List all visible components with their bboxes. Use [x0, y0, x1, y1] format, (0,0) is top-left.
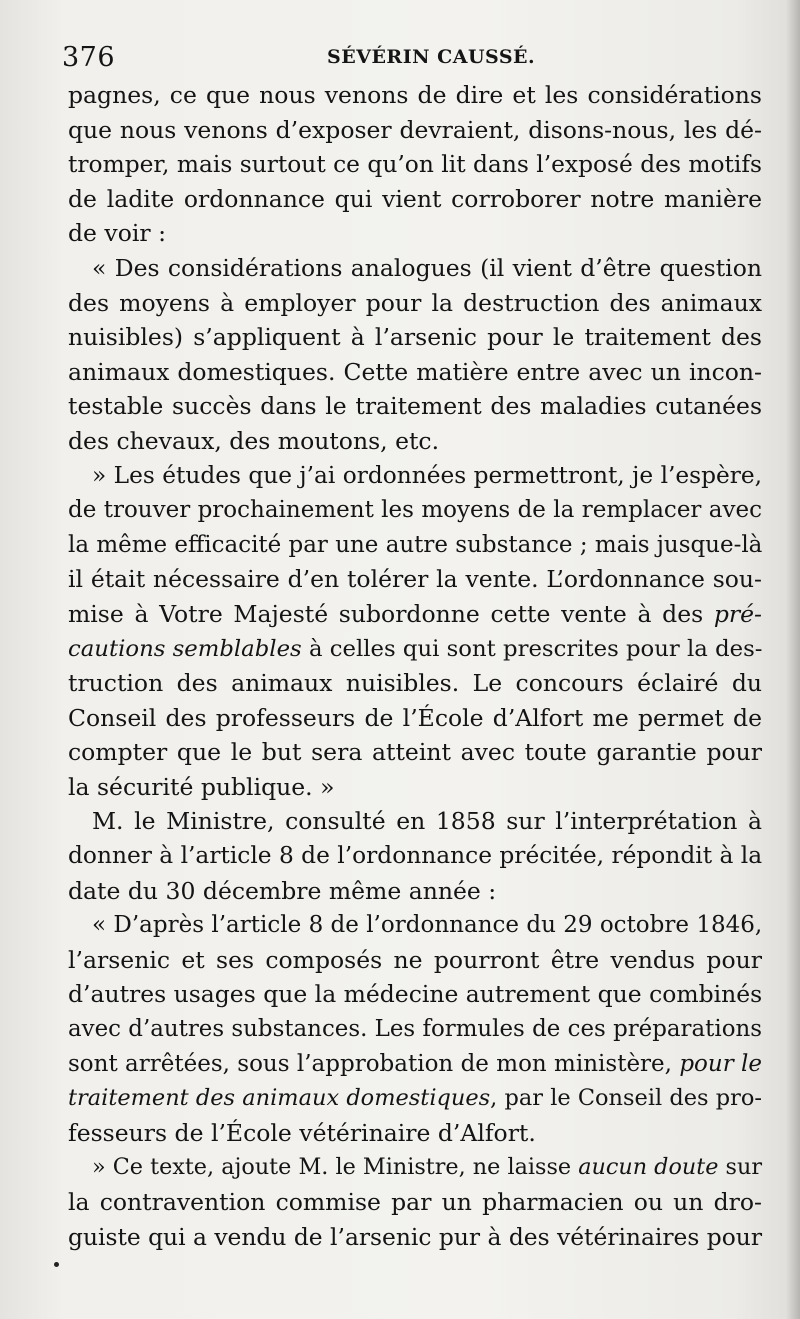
text-segment: il était nécessaire d’en tolérer la vente. L’ordonnance sou- — [68, 565, 762, 594]
text-segment: nuisibles) s’appliquent à l’arsenic pour le traitement des — [68, 323, 762, 352]
text-line — [68, 1012, 762, 1047]
text-segment: M. le Ministre, consulté en 1858 sur l’interprétation à — [92, 807, 762, 836]
text-segment: , par le Conseil des pro- — [490, 1085, 762, 1112]
text-segment: d’autres usages que la médecine autrement que combinés — [68, 980, 763, 1009]
spine-shadow — [786, 0, 800, 1319]
running-head: SÉVÉRIN CAUSSÉ. — [327, 46, 536, 68]
text-segment: date du 30 décembre même année : — [68, 876, 497, 905]
text-line — [68, 1150, 762, 1185]
text-segment: la sécurité publique. » — [68, 772, 335, 801]
body-text — [68, 78, 762, 1254]
text-line — [68, 804, 762, 839]
text-line — [68, 320, 762, 355]
text-line — [68, 1081, 762, 1116]
text-line — [68, 666, 762, 701]
text-segment: « Des considérations analogues (il vient d’être question — [92, 253, 762, 282]
text-segment: « D’après l’article 8 de l’ordonnance du 29 octobre 1846, — [92, 912, 763, 939]
text-line — [68, 424, 762, 459]
text-segment: truction des animaux nuisibles. Le concours éclairé du — [68, 669, 762, 698]
text-segment: des chevaux, des moutons, etc. — [68, 426, 440, 455]
text-line — [68, 389, 762, 424]
text-line — [68, 216, 762, 251]
italic-text: aucun doute — [578, 1154, 719, 1181]
text-segment: » Ce texte, ajoute M. le Ministre, ne laisse — [92, 1154, 579, 1181]
text-segment: fesseurs de l’École vétérinaire d’Alfort. — [68, 1118, 536, 1147]
text-segment: de ladite ordonnance qui vient corroborer notre manière — [68, 184, 762, 213]
text-segment: l’arsenic et ses composés ne pourront être vendus pour — [68, 945, 762, 974]
text-segment: des moyens à employer pour la destruction des animaux — [68, 288, 762, 317]
text-segment: sont arrêtées, sous l’approbation de mon ministère, — [68, 1050, 680, 1077]
page-number: 376 — [62, 42, 116, 73]
text-segment: compter que le but sera atteint avec toute garantie pour — [68, 738, 762, 767]
text-line — [68, 977, 762, 1012]
text-segment: guiste qui a vendu de l’arsenic pur à des vétérinaires pour — [68, 1222, 762, 1251]
text-line — [68, 251, 762, 286]
text-segment: que nous venons d’exposer devraient, disons-nous, les dé- — [68, 115, 762, 144]
text-line — [68, 874, 762, 909]
text-line — [68, 632, 762, 667]
text-line — [68, 493, 762, 528]
text-segment: tromper, mais surtout ce qu’on lit dans l’exposé des motifs — [68, 150, 762, 179]
text-line — [68, 528, 762, 563]
text-segment: sur — [718, 1154, 762, 1181]
text-line — [68, 1185, 762, 1220]
text-line — [68, 735, 762, 770]
text-line — [68, 78, 762, 113]
text-segment: la contravention commise par un pharmacien ou un dro- — [68, 1188, 762, 1216]
text-line — [68, 1047, 762, 1082]
text-segment: de voir : — [68, 219, 166, 248]
page-header — [62, 34, 762, 74]
text-line — [68, 113, 762, 148]
text-line — [68, 1116, 762, 1151]
text-segment: donner à l’article 8 de l’ordonnance précitée, répondit à la — [68, 842, 763, 870]
text-line — [68, 1220, 762, 1255]
text-segment: » Les études que j’ai ordonnées permettront, je l’espère, — [92, 461, 762, 489]
text-line — [68, 943, 762, 978]
italic-text: cautions semblables — [68, 635, 302, 662]
text-line — [68, 147, 762, 182]
text-segment: de trouver prochainement les moyens de la remplacer avec — [68, 497, 762, 524]
text-segment: la même efficacité par une autre substance ; mais jusque-là — [68, 531, 763, 558]
italic-text: pré- — [713, 599, 762, 628]
text-line — [68, 908, 762, 943]
text-line — [68, 839, 762, 874]
text-segment: Conseil des professeurs de l’École d’Alfort me permet de — [68, 703, 762, 732]
text-segment: mise à Votre Majesté subordonne cette vente à des — [68, 599, 714, 628]
text-segment: avec d’autres substances. Les formules de ces préparations — [68, 1016, 762, 1043]
text-line — [68, 562, 762, 597]
text-line — [68, 459, 762, 494]
italic-text: pour le — [679, 1050, 762, 1077]
text-line — [68, 182, 762, 217]
text-line — [68, 770, 762, 805]
text-line — [68, 701, 762, 736]
text-segment: à celles qui sont prescrites pour la des- — [301, 635, 763, 662]
text-segment: testable succès dans le traitement des maladies cutanées — [68, 392, 762, 421]
text-line — [68, 597, 762, 632]
text-segment: pagnes, ce que nous venons de dire et les considérations — [68, 81, 762, 109]
text-line — [68, 355, 762, 390]
margin-dot — [54, 1262, 59, 1267]
italic-text: traitement des animaux domestiques — [68, 1085, 491, 1112]
text-segment: animaux domestiques. Cette matière entre avec un incon- — [68, 357, 762, 386]
text-line — [68, 286, 762, 321]
